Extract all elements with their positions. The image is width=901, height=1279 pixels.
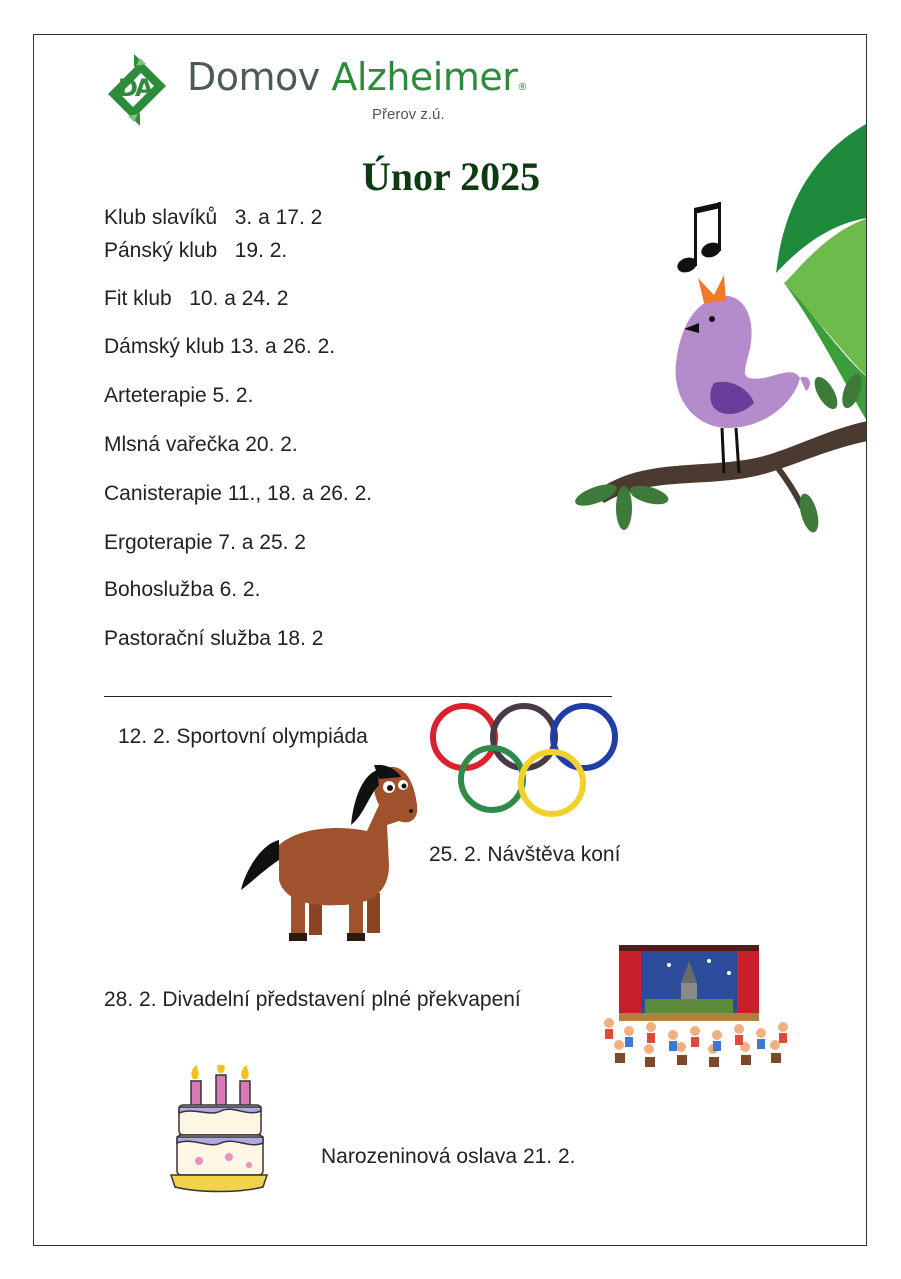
logo-name: [187, 55, 527, 99]
event-theatre: 28. 2. Divadelní představení plné překvapení: [104, 988, 521, 1011]
logo-registered: ®: [517, 82, 527, 93]
horse-icon: [239, 765, 424, 945]
divider: [104, 696, 612, 697]
logo-name-part1: Domov: [187, 55, 332, 99]
logo-subtitle: Přerov z.ú.: [372, 106, 445, 123]
olympic-rings-icon: [426, 703, 618, 821]
logo-icon: [104, 50, 172, 130]
activity-item: Arteterapie 5. 2.: [104, 384, 254, 407]
activity-item: Pastorační služba 18. 2: [104, 627, 324, 650]
activity-item: Bohoslužba 6. 2.: [104, 578, 261, 601]
activity-item: Pánský klub 19. 2.: [104, 239, 288, 262]
logo-name-part2: Alzheimer: [331, 55, 518, 99]
event-horses: 25. 2. Návštěva koní: [429, 843, 621, 866]
event-olympiad: 12. 2. Sportovní olympiáda: [118, 725, 368, 748]
activity-item: Canisterapie 11., 18. a 26. 2.: [104, 482, 373, 505]
logo-initials: DA: [118, 74, 151, 102]
activity-item: Fit klub 10. a 24. 2: [104, 287, 289, 310]
bird-illustration: [564, 123, 867, 543]
page-title: Únor 2025: [361, 154, 541, 199]
activity-item: Klub slavíků 3. a 17. 2: [104, 206, 323, 229]
theatre-icon: [589, 943, 804, 1069]
event-birthday: Narozeninová oslava 21. 2.: [321, 1145, 576, 1168]
activity-item: Mlsná vařečka 20. 2.: [104, 433, 298, 456]
page: [33, 34, 867, 1246]
activity-item: Dámský klub 13. a 26. 2.: [104, 335, 336, 358]
activity-item: Ergoterapie 7. a 25. 2: [104, 531, 306, 554]
cake-icon: [169, 1065, 269, 1205]
music-note-icon: [674, 200, 724, 275]
